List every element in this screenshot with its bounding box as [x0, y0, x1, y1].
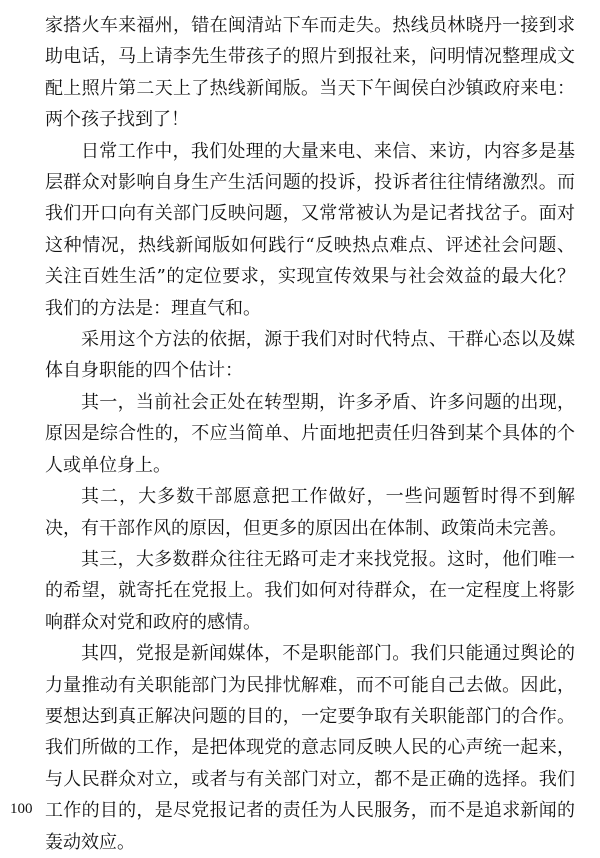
paragraph-continuation: 家搭火车来福州，错在闽清站下车而走失。热线员林晓丹一接到求助电话，马上请李先生带孩子的照片到报社来，问明情况整理成文配上照片第二天上了热线新闻版。当天下午闽侯白沙镇政府来电：两个孩子找到了！	[45, 15, 575, 131]
paragraph-method-basis: 采用这个方法的依据，源于我们对时代特点、干群心态以及媒体自身职能的四个估计：	[45, 329, 575, 382]
page-number: 100	[10, 801, 33, 817]
body-text	[45, 10, 575, 858]
paragraph-estimate-two: 其二，大多数干部愿意把工作做好，一些问题暂时得不到解决，有干部作风的原因，但更多的原因出在体制、政策尚未完善。	[45, 486, 575, 539]
paragraph-estimate-three: 其三，大多数群众往往无路可走才来找党报。这时，他们唯一的希望，就寄托在党报上。我们如何对待群众，在一定程度上将影响群众对党和政府的感情。	[45, 548, 575, 633]
paragraph-estimate-one: 其一，当前社会正处在转型期，许多矛盾、许多问题的出现，原因是综合性的，不应当简单、片面地把责任归咎到某个具体的个人或单位身上。	[45, 391, 575, 476]
paragraph-estimate-four: 其四，党报是新闻媒体，不是职能部门。我们只能通过舆论的力量推动有关职能部门为民排忧解难，而不可能自己去做。因此，要想达到真正解决问题的目的，一定要争取有关职能部门的合作。我们所做的工作，是把体现党的意志同反映人民的心声统一起来，与人民群众对立，或者与有关部门对立，都不是正确的选择。我们工作的目的，是尽党报记者的责任为人民服务，而不是追求新闻的轰动效应。	[45, 643, 575, 853]
paragraph-daily-work: 日常工作中，我们处理的大量来电、来信、来访，内容多是基层群众对影响自身生产生活问题的投诉，投诉者往往情绪激烈。而我们开口向有关部门反映问题，又常常被认为是记者找岔子。面对这种情况，热线新闻版如何践行“反映热点难点、评述社会问题、关注百姓生活”的定位要求，实现宣传效果与社会效益的最大化？我们的方法是：理直气和。	[45, 140, 575, 319]
